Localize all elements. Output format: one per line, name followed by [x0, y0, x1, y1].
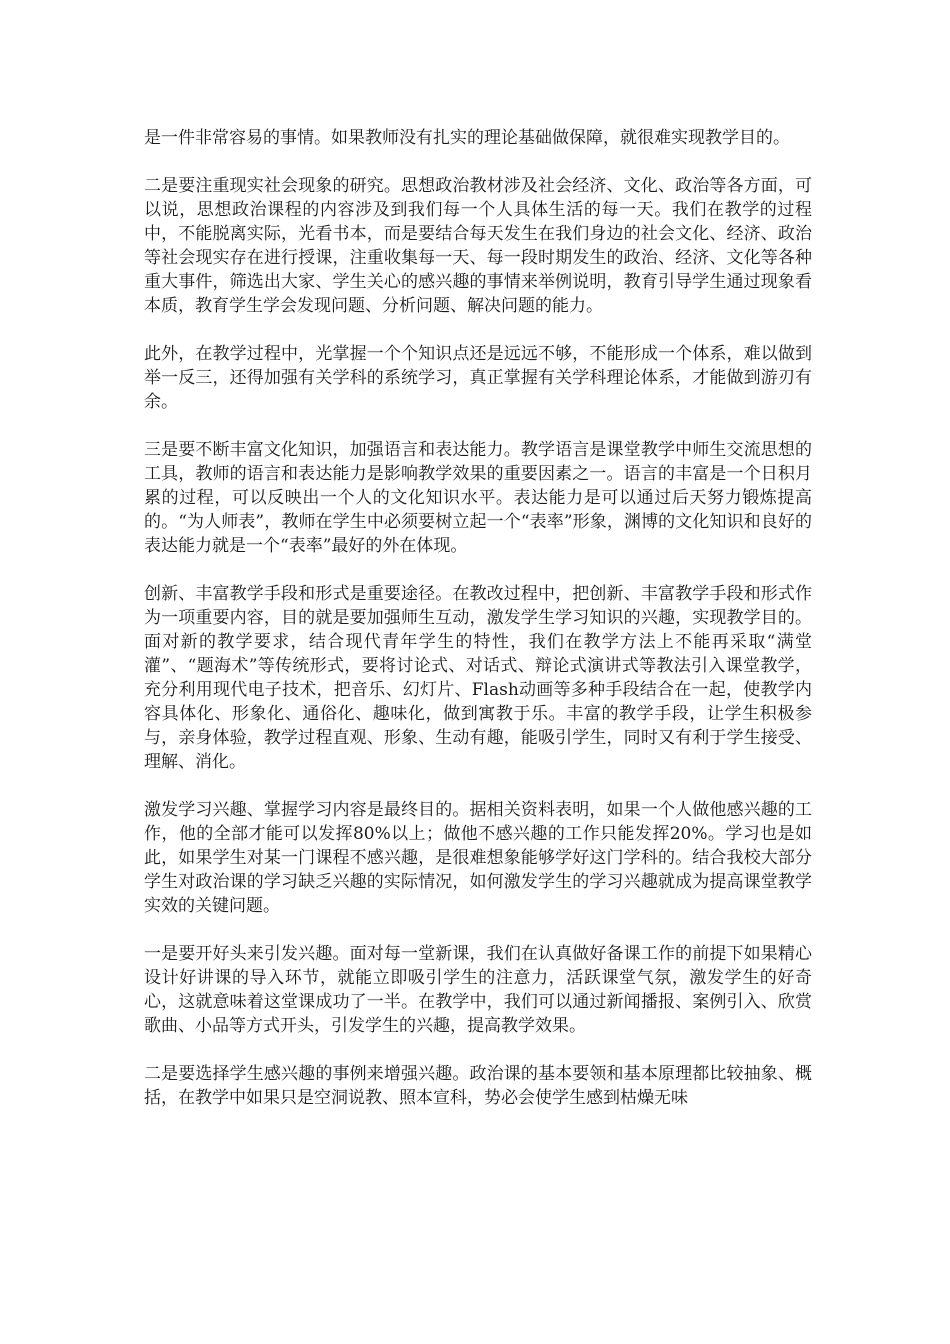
paragraph-1: 是一件非常容易的事情。如果教师没有扎实的理论基础做保障，就很难实现教学目的。: [144, 128, 790, 148]
paragraph-4: 三是要不断丰富文化知识，加强语言和表达能力。教学语言是课堂教学中师生交流思想的工具，教师的语言和表达能力是影响教学效果的重要因素之一。语言的丰富是一个日积月累的过程，可以反映出一个人的文化知识水平。表达能力是可以通过后天努力锻炼提高的。“为人师表”，教师在学生中必须要树立起一个“表率”形象，渊博的文化知识和良好的表达能力就是一个“表率”最好的外在体现。: [144, 440, 812, 556]
paragraph-5: 创新、丰富教学手段和形式是重要途径。在教改过程中，把创新、丰富教学手段和形式作为一项重要内容，目的就是要加强师生互动，激发学生学习知识的兴趣，实现教学目的。面对新的教学要求，结合现代青年学生的特性，我们在教学方法上不能再采取“满堂灌”、“题海术”等传统形式，要将讨论式、对话式、辩论式演讲式等教法引入课堂教学，充分利用现代电子技术，把音乐、幻灯片、Flash动画等多种手段结合在一起，使教学内容具体化、形象化、通俗化、趣味化，做到寓教于乐。丰富的教学手段，让学生积极参与，亲身体验，教学过程直观、形象、生动有趣，能吸引学生，同时又有利于学生接受、理解、消化。: [144, 584, 812, 772]
paragraph-6: 激发学习兴趣、掌握学习内容是最终目的。据相关资料表明，如果一个人做他感兴趣的工作，他的全部才能可以发挥80%以上；做他不感兴趣的工作只能发挥20%。学习也是如此，如果学生对某一门课程不感兴趣，是很难想象能够学好这门学科的。结合我校大部分学生对政治课的学习缺乏兴趣的实际情况，如何激发学生的学习兴趣就成为提高课堂教学实效的关键问题。: [144, 800, 812, 916]
paragraph-2: 二是要注重现实社会现象的研究。思想政治教材涉及社会经济、文化、政治等各方面，可以说，思想政治课程的内容涉及到我们每一个人具体生活的每一天。我们在教学的过程中，不能脱离实际，光看书本，而是要结合每天发生在我们身边的社会文化、经济、政治等社会现实存在进行授课，注重收集每一天、每一段时期发生的政治、经济、文化等各种重大事件，筛选出大家、学生关心的感兴趣的事情来举例说明，教育引导学生通过现象看本质，教育学生学会发现问题、分析问题、解决问题的能力。: [144, 176, 812, 316]
paragraph-3: 此外，在教学过程中，光掌握一个个知识点还是远远不够，不能形成一个体系，难以做到举一反三，还得加强有关学科的系统学习，真正掌握有关学科理论体系，才能做到游刃有余。: [144, 344, 812, 412]
document-body: [144, 126, 812, 1134]
paragraph-8: 二是要选择学生感兴趣的事例来增强兴趣。政治课的基本要领和基本原理都比较抽象、概括，在教学中如果只是空洞说教、照本宣科，势必会使学生感到枯燥无味: [144, 1064, 812, 1108]
paragraph-7: 一是要开好头来引发兴趣。面对每一堂新课，我们在认真做好备课工作的前提下如果精心设计好讲课的导入环节，就能立即吸引学生的注意力，活跃课堂气氛，激发学生的好奇心，这就意味着这堂课成功了一半。在教学中，我们可以通过新闻播报、案例引入、欣赏歌曲、小品等方式开头，引发学生的兴趣，提高教学效果。: [144, 944, 812, 1036]
